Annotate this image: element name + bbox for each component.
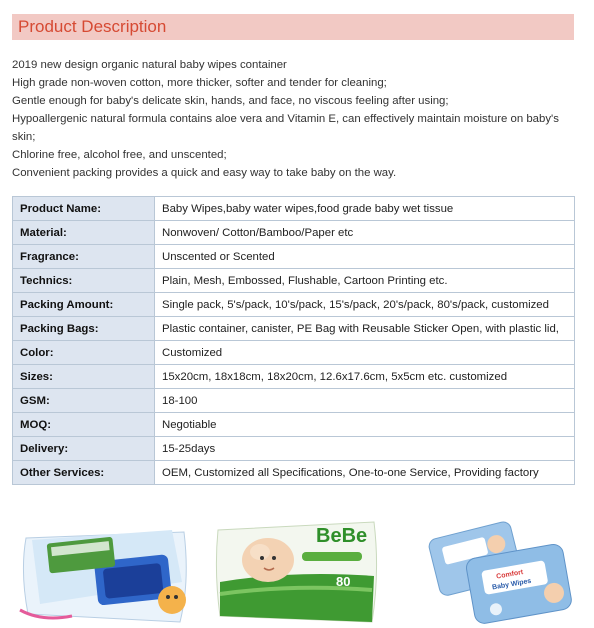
- comfort-brand-text: Comfort: [495, 569, 524, 581]
- comfort-subtitle-text: Baby Wipes: [491, 577, 532, 592]
- section-header: [12, 14, 574, 40]
- description-line: Chlorine free, alcohol free, and unscented;: [12, 149, 227, 161]
- spec-value: Baby Wipes,baby water wipes,food grade baby wet tissue: [155, 197, 575, 221]
- description-line: Hypoallergenic natural formula contains aloe vera and Vitamin E, can effectively maintain moisture on baby's skin;: [12, 113, 559, 143]
- table-row: [13, 269, 575, 293]
- spec-value: Customized: [155, 341, 575, 365]
- spec-value: Plain, Mesh, Embossed, Flushable, Cartoon Printing etc.: [155, 269, 575, 293]
- section-title: Product Description: [18, 17, 167, 36]
- spec-key: Other Services:: [13, 461, 155, 485]
- table-row: [13, 437, 575, 461]
- spec-value: 18-100: [155, 389, 575, 413]
- table-row: [13, 221, 575, 245]
- spec-value: Nonwoven/ Cotton/Bamboo/Paper etc: [155, 221, 575, 245]
- table-row: [13, 245, 575, 269]
- table-row: [13, 317, 575, 341]
- spec-key: GSM:: [13, 389, 155, 413]
- table-row: [13, 365, 575, 389]
- description-line: High grade non-woven cotton, more thicker, softer and tender for cleaning;: [12, 77, 387, 89]
- table-row: [13, 341, 575, 365]
- spec-value: OEM, Customized all Specifications, One-to-one Service, Providing factory: [155, 461, 575, 485]
- description-line: Gentle enough for baby's delicate skin, hands, and face, no viscous feeling after using;: [12, 95, 449, 107]
- spec-key: Material:: [13, 221, 155, 245]
- spec-key: Color:: [13, 341, 155, 365]
- table-row: [13, 413, 575, 437]
- spec-key: Sizes:: [13, 365, 155, 389]
- table-row: [13, 461, 575, 485]
- table-row: [13, 197, 575, 221]
- description-line: 2019 new design organic natural baby wipes container: [12, 59, 287, 71]
- spec-value: Plastic container, canister, PE Bag with Reusable Sticker Open, with plastic lid,: [155, 317, 575, 341]
- spec-value: 15-25days: [155, 437, 575, 461]
- description-line: Convenient packing provides a quick and easy way to take baby on the way.: [12, 167, 397, 179]
- spec-key: Technics:: [13, 269, 155, 293]
- table-row: [13, 389, 575, 413]
- spec-value: Negotiable: [155, 413, 575, 437]
- spec-key: Packing Amount:: [13, 293, 155, 317]
- product-photo-bebe-pack: [212, 512, 380, 626]
- product-photo-lid-pack: [12, 512, 192, 626]
- bebe-brand-text: BeBe: [316, 525, 368, 547]
- product-photo-comfort-packs: [424, 512, 576, 626]
- spec-key: MOQ:: [13, 413, 155, 437]
- spec-table: [12, 196, 575, 485]
- bebe-count-text: 80: [336, 574, 351, 589]
- spec-key: Fragrance:: [13, 245, 155, 269]
- spec-key: Delivery:: [13, 437, 155, 461]
- spec-key: Packing Bags:: [13, 317, 155, 341]
- spec-value: 15x20cm, 18x18cm, 18x20cm, 12.6x17.6cm, 5x5cm etc. customized: [155, 365, 575, 389]
- spec-key: Product Name:: [13, 197, 155, 221]
- table-row: [13, 293, 575, 317]
- spec-value: Unscented or Scented: [155, 245, 575, 269]
- product-description: [12, 56, 578, 182]
- spec-value: Single pack, 5's/pack, 10's/pack, 15's/pack, 20's/pack, 80's/pack, customized: [155, 293, 575, 317]
